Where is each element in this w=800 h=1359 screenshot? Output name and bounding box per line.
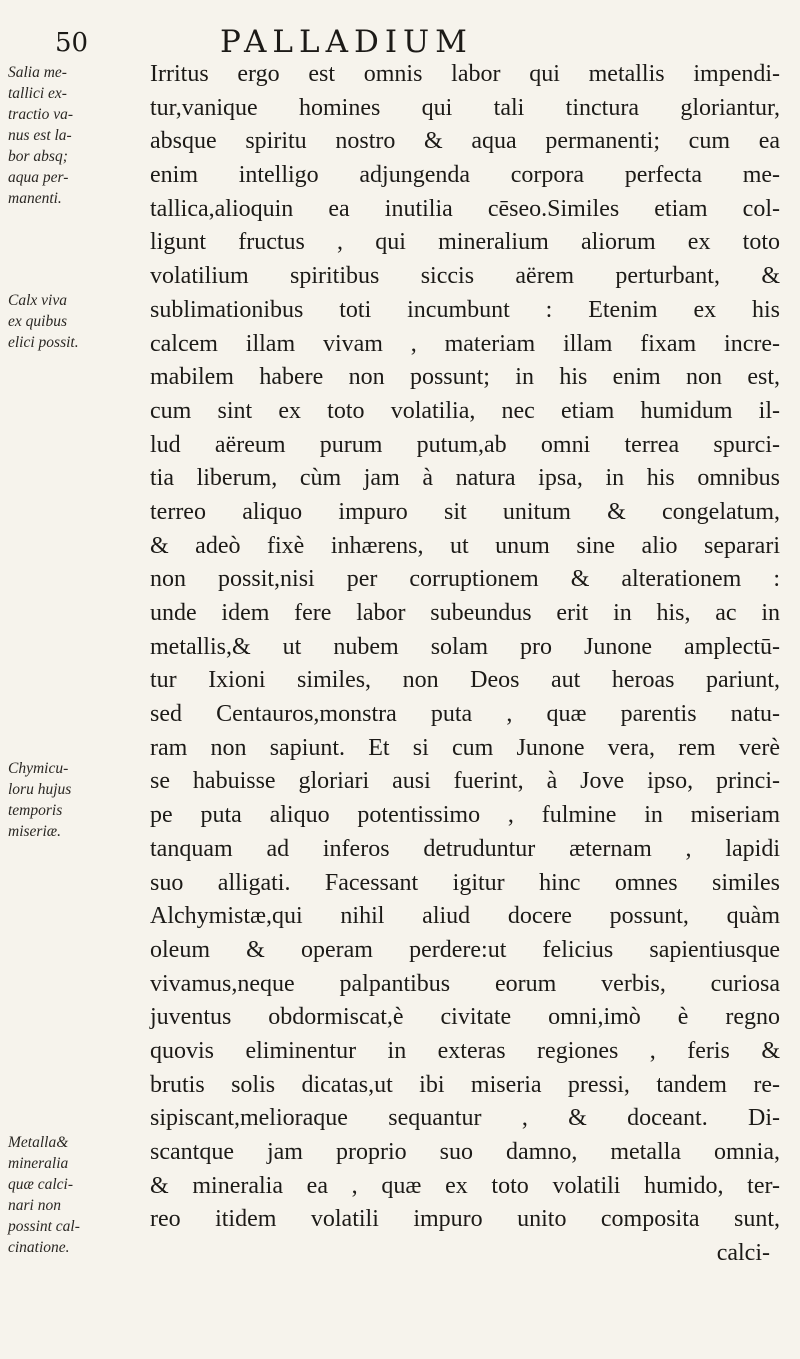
text-line: se habuisse gloriari ausi fuerint, à Jove ipso, princi-: [150, 768, 780, 795]
text-line: tia liberum, cùm jam à natura ipsa, in his omnibus: [150, 465, 780, 492]
text-line: tur Ixioni similes, non Deos aut heroas pariunt,: [150, 667, 780, 694]
text-line: calcem illam vivam , materiam illam fixam incre-: [150, 330, 780, 357]
text-line: brutis solis dicatas,ut ibi miseria pressi, tandem re-: [150, 1071, 780, 1098]
margin-note-line: nari non: [8, 1197, 61, 1214]
margin-note-line: loru hujus: [8, 781, 72, 798]
margin-note-line: tractio va-: [8, 106, 73, 123]
margin-note-1: [8, 62, 133, 209]
text-line: tallica,alioquin ea inutilia cēseo.Similes etiam col-: [150, 195, 780, 222]
text-line: metallis,& ut nubem solam pro Junone amplectū-: [150, 633, 780, 660]
margin-note-line: cinatione.: [8, 1239, 70, 1256]
text-line: enim intelligo adjungenda corpora perfecta me-: [150, 162, 780, 189]
text-line: oleum & operam perdere:ut felicius sapientiusque: [150, 936, 780, 963]
margin-note-line: temporis: [8, 802, 63, 819]
catchword: calci-: [716, 1240, 770, 1267]
margin-note-line: mineralia: [8, 1155, 69, 1172]
text-line: cum sint ex toto volatilia, nec etiam humidum il-: [150, 397, 780, 424]
text-line: scantque jam proprio suo damno, metalla omnia,: [150, 1139, 780, 1165]
text-line: tur,vanique homines qui tali tinctura gloriantur,: [150, 94, 780, 121]
margin-note-line: Calx viva: [8, 292, 67, 309]
margin-note-2: [8, 290, 133, 353]
text-line: sipiscant,melioraque sequantur , & doceant. Di-: [150, 1105, 780, 1132]
margin-note-line: possint cal-: [8, 1218, 80, 1235]
text-line: tanquam ad inferos detruduntur æternam , lapidi: [150, 835, 780, 862]
margin-note-line: ex quibus: [8, 313, 67, 330]
text-line: mabilem habere non possunt; in his enim non est,: [150, 364, 780, 391]
page-number: 50: [55, 28, 89, 58]
text-line: ligunt fructus , qui mineralium aliorum ex toto: [150, 229, 780, 256]
text-line: suo alligati. Facessant igitur hinc omnes similes: [150, 869, 780, 896]
text-line: absque spiritu nostro & aqua permanenti; cum ea: [150, 128, 780, 155]
text-line: lud aëreum purum putum,ab omni terrea spurci-: [150, 431, 780, 458]
text-line: reo itidem volatili impuro unito composita sunt,: [150, 1206, 780, 1233]
margin-note-line: bor absq;: [8, 148, 68, 165]
text-line: unde idem fere labor subeundus erit in his, ac in: [150, 600, 780, 626]
margin-note-line: tallici ex-: [8, 85, 67, 102]
text-line: & adeò fixè inhærens, ut unum sine alio separari: [150, 532, 780, 559]
margin-note-line: manenti.: [8, 190, 62, 207]
main-text-block: [150, 58, 780, 1271]
text-line: pe puta aliquo potentissimo , fulmine in miseriam: [150, 802, 780, 829]
margin-note-line: nus est la-: [8, 127, 72, 144]
text-line: & mineralia ea , quæ ex toto volatili humido, ter-: [150, 1172, 780, 1199]
text-line: sublimationibus toti incumbunt : Etenim ex his: [150, 296, 780, 323]
text-line: quovis eliminentur in exteras regiones , feris &: [150, 1037, 780, 1064]
text-line: juventus obdormiscat,è civitate omni,imò è regno: [150, 1004, 780, 1031]
page-header: [55, 20, 755, 60]
running-title: PALLADIUM: [220, 24, 473, 60]
text-line: non possit,nisi per corruptionem & alterationem :: [150, 566, 780, 593]
text-line: Irritus ergo est omnis labor qui metallis impendi-: [150, 61, 780, 87]
text-line: ram non sapiunt. Et si cum Junone vera, rem verè: [150, 734, 780, 761]
text-line: vivamus,neque palpantibus eorum verbis, curiosa: [150, 970, 780, 997]
text-line: Alchymistæ,qui nihil aliud docere possunt, quàm: [150, 903, 780, 930]
margin-note-line: miseriæ.: [8, 823, 61, 840]
margin-note-line: Salia me-: [8, 64, 67, 81]
text-line: volatilium spiritibus siccis aërem perturbant, &: [150, 263, 780, 290]
margin-note-3: [8, 758, 133, 842]
text-line: sed Centauros,monstra puta , quæ parentis natu-: [150, 701, 780, 728]
margin-note-line: aqua per-: [8, 169, 69, 186]
margin-note-line: Chymicu-: [8, 760, 69, 777]
margin-note-4: [8, 1132, 133, 1258]
margin-note-line: Metalla&: [8, 1134, 69, 1151]
text-line: terreo aliquo impuro sit unitum & congelatum,: [150, 498, 780, 525]
margin-note-line: quæ calci-: [8, 1176, 73, 1193]
margin-note-line: elici possit.: [8, 334, 79, 351]
